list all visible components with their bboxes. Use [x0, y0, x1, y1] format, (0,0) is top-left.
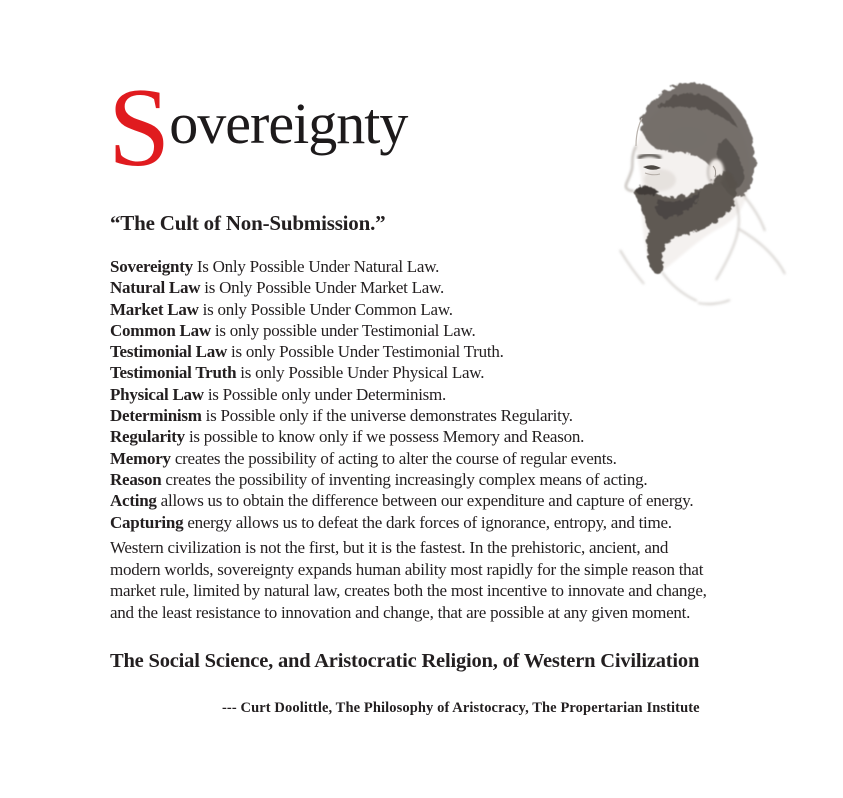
principle-line: [110, 277, 693, 298]
title-drop-cap: S: [108, 66, 169, 190]
principle-text: is only possible under Testimonial Law.: [214, 320, 476, 340]
principle-line: [110, 341, 693, 362]
principle-line: [110, 448, 693, 469]
paragraph-line: modern worlds, sovereignty expands human ability most rapidly for the simple reason that: [110, 559, 704, 579]
principles-list: [110, 256, 693, 533]
principle-text: energy allows us to defeat the dark forces of ignorance, entropy, and time.: [187, 512, 672, 532]
principle-term: Capturing: [110, 512, 184, 532]
principle-term: Acting: [110, 491, 157, 511]
principle-line: [110, 490, 693, 511]
principle-text: is Only Possible Under Market Law.: [204, 278, 444, 298]
principle-term: Memory: [110, 448, 171, 468]
principle-text: is Possible only if the universe demonstrates Regularity.: [205, 406, 573, 426]
principle-line: [110, 320, 693, 341]
principle-term: Sovereignty: [110, 257, 193, 276]
section-heading: The Social Science, and Aristocratic Religion, of Western Civilization: [110, 650, 700, 672]
title-text: overeignty: [169, 91, 408, 156]
body-paragraph: [110, 537, 707, 623]
principle-text: allows us to obtain the difference between our expenditure and capture of energy.: [160, 491, 694, 511]
page-title: [108, 66, 408, 190]
attribution-line: --- Curt Doolittle, The Philosophy of Aristocracy, The Propertarian Institute: [222, 700, 700, 716]
principle-line: [110, 512, 693, 533]
principle-text: is Possible only under Determinism.: [207, 384, 447, 404]
principle-text: creates the possibility of inventing increasingly complex means of acting.: [165, 469, 648, 489]
principle-term: Market Law: [110, 299, 199, 319]
principle-term: Natural Law: [110, 278, 201, 298]
principle-term: Testimonial Truth: [110, 363, 237, 383]
principle-text: is only Possible Under Physical Law.: [240, 363, 485, 383]
principle-term: Regularity: [110, 427, 185, 447]
principle-term: Physical Law: [110, 384, 204, 404]
principle-term: Reason: [110, 469, 162, 489]
principle-line: [110, 469, 693, 490]
paragraph-line: Western civilization is not the first, but it is the fastest. In the prehistoric, ancient, and: [110, 538, 669, 557]
principle-line: [110, 405, 693, 426]
principle-line: [110, 299, 693, 320]
principle-term: Common Law: [110, 320, 211, 340]
principle-term: Testimonial Law: [110, 342, 228, 362]
principle-text: is only Possible Under Common Law.: [202, 299, 453, 319]
principle-text: is only Possible Under Testimonial Truth.: [231, 342, 504, 362]
principle-term: Determinism: [110, 406, 202, 426]
principle-text: creates the possibility of acting to alter the course of regular events.: [174, 448, 617, 468]
principle-line: [110, 256, 693, 277]
principle-line: [110, 384, 693, 405]
paragraph-line: and the least resistance to innovation and change, that are possible at any given moment.: [110, 602, 691, 622]
principle-text: Is Only Possible Under Natural Law.: [196, 257, 440, 276]
principle-line: [110, 362, 693, 383]
paragraph-line: market rule, limited by natural law, creates both the most incentive to innovate and change,: [110, 581, 707, 601]
subtitle: “The Cult of Non-Submission.”: [110, 211, 386, 235]
principle-text: is possible to know only if we possess Memory and Reason.: [188, 427, 585, 447]
principle-line: [110, 426, 693, 447]
